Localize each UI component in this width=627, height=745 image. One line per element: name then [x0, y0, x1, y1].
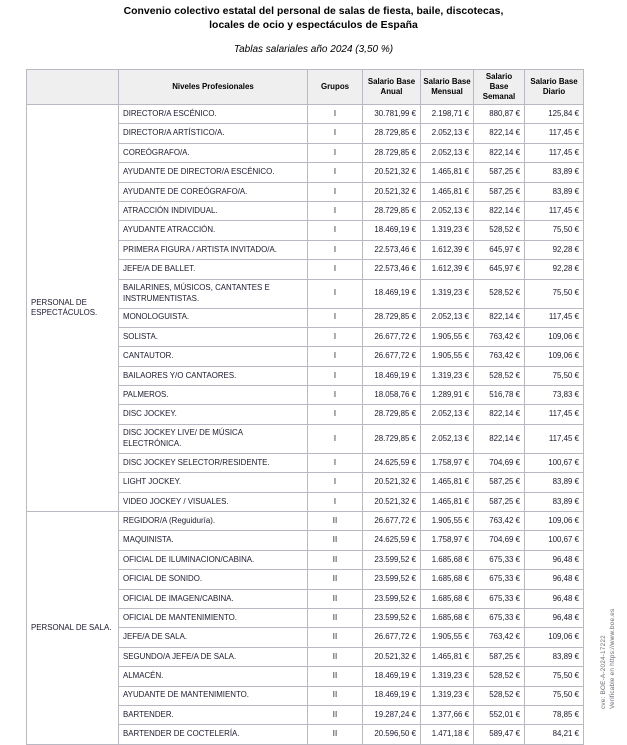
salary-table-container — [0, 55, 627, 745]
cell-salary-annual: 28.729,85 € — [363, 143, 421, 162]
cell-salary-monthly: 1.465,81 € — [421, 163, 474, 182]
page-subtitle: Tablas salariales año 2024 (3,50 %) — [233, 44, 394, 55]
cell-level: PRIMERA FIGURA / ARTISTA INVITADO/A. — [119, 240, 308, 259]
cell-salary-monthly: 2.052,13 € — [421, 308, 474, 327]
cell-salary-daily: 100,67 € — [525, 531, 584, 550]
page-title-line-2: locales de ocio y espectáculos de España — [209, 20, 418, 31]
cell-level: BAILARINES, MÚSICOS, CANTANTES E INSTRUMENTISTAS. — [119, 279, 308, 308]
section-label-line-2: ESPECTÁCULOS. — [31, 308, 98, 318]
cell-salary-weekly: 645,97 € — [474, 240, 525, 259]
cell-group: I — [308, 492, 363, 511]
cell-salary-weekly: 822,14 € — [474, 143, 525, 162]
cell-salary-daily: 117,45 € — [525, 201, 584, 220]
cell-salary-monthly: 2.052,13 € — [421, 143, 474, 162]
cell-salary-monthly: 1.905,55 € — [421, 628, 474, 647]
cell-level: AYUDANTE ATRACCIÓN. — [119, 221, 308, 240]
cell-salary-daily: 73,83 € — [525, 386, 584, 405]
column-header-monthly-line-2: Mensual — [431, 87, 463, 96]
salary-table — [26, 69, 584, 745]
cell-salary-annual: 20.521,32 € — [363, 492, 421, 511]
cell-salary-daily: 75,50 € — [525, 221, 584, 240]
cell-salary-daily: 117,45 € — [525, 424, 584, 453]
column-header-daily-line-1: Salario Base — [530, 77, 578, 86]
cell-group: I — [308, 386, 363, 405]
column-header-weekly — [474, 70, 525, 105]
cell-salary-monthly: 1.685,68 € — [421, 550, 474, 569]
cell-group: I — [308, 347, 363, 366]
cell-level: AYUDANTE DE COREÓGRAFO/A. — [119, 182, 308, 201]
cell-salary-annual: 28.729,85 € — [363, 424, 421, 453]
cell-group: II — [308, 608, 363, 627]
cell-salary-monthly: 1.465,81 € — [421, 473, 474, 492]
cell-salary-daily: 109,06 € — [525, 512, 584, 531]
cell-group: I — [308, 143, 363, 162]
cell-salary-annual: 24.625,59 € — [363, 531, 421, 550]
cell-group: I — [308, 182, 363, 201]
cell-group: II — [308, 570, 363, 589]
cell-salary-weekly: 528,52 € — [474, 221, 525, 240]
cell-salary-daily: 83,89 € — [525, 492, 584, 511]
cell-salary-annual: 23.599,52 € — [363, 589, 421, 608]
table-body — [27, 105, 584, 745]
cell-salary-monthly: 2.052,13 € — [421, 201, 474, 220]
cell-salary-weekly: 822,14 € — [474, 308, 525, 327]
cell-salary-daily: 75,50 € — [525, 279, 584, 308]
cell-level: DISC JOCKEY LIVE/ DE MÚSICA ELECTRÓNICA. — [119, 424, 308, 453]
cell-salary-monthly: 1.289,91 € — [421, 386, 474, 405]
cell-salary-daily: 83,89 € — [525, 182, 584, 201]
cell-group: I — [308, 201, 363, 220]
cell-salary-daily: 84,21 € — [525, 725, 584, 744]
column-header-levels: Niveles Profesionales — [119, 70, 308, 105]
cell-salary-daily: 109,06 € — [525, 347, 584, 366]
cell-salary-weekly: 763,42 € — [474, 628, 525, 647]
cell-level: ALMACÉN. — [119, 667, 308, 686]
cell-salary-weekly: 516,78 € — [474, 386, 525, 405]
cell-group: II — [308, 550, 363, 569]
cell-group: I — [308, 260, 363, 279]
cell-salary-monthly: 1.465,81 € — [421, 492, 474, 511]
cell-salary-monthly: 1.377,66 € — [421, 705, 474, 724]
cell-group: I — [308, 221, 363, 240]
cell-salary-daily: 96,48 € — [525, 550, 584, 569]
cell-salary-monthly: 1.685,68 € — [421, 589, 474, 608]
cell-level: DISC JOCKEY SELECTOR/RESIDENTE. — [119, 453, 308, 472]
cell-level: OFICIAL DE IMAGEN/CABINA. — [119, 589, 308, 608]
cell-salary-annual: 23.599,52 € — [363, 608, 421, 627]
column-header-monthly-line-1: Salario Base — [423, 77, 471, 86]
cell-salary-weekly: 675,33 € — [474, 608, 525, 627]
cell-salary-monthly: 1.758,97 € — [421, 531, 474, 550]
cell-salary-weekly: 587,25 € — [474, 182, 525, 201]
cell-salary-monthly: 1.612,39 € — [421, 240, 474, 259]
cell-group: II — [308, 589, 363, 608]
cell-salary-annual: 18.469,19 € — [363, 279, 421, 308]
cell-level: VIDEO JOCKEY / VISUALES. — [119, 492, 308, 511]
cell-group: II — [308, 512, 363, 531]
cell-salary-weekly: 645,97 € — [474, 260, 525, 279]
cell-salary-monthly: 2.052,13 € — [421, 124, 474, 143]
cell-salary-weekly: 528,52 € — [474, 686, 525, 705]
cell-group: II — [308, 686, 363, 705]
cell-level: BARTENDER DE COCTELERÍA. — [119, 725, 308, 744]
boe-watermark-cve: cve: BOE-A-2024-17222 — [600, 635, 607, 709]
column-header-annual-line-2: Anual — [380, 87, 403, 96]
cell-salary-annual: 22.573,46 € — [363, 240, 421, 259]
cell-level: AYUDANTE DE DIRECTOR/A ESCÉNICO. — [119, 163, 308, 182]
cell-salary-monthly: 1.319,23 € — [421, 279, 474, 308]
column-header-section — [27, 70, 119, 105]
cell-group: I — [308, 105, 363, 124]
cell-salary-weekly: 763,42 € — [474, 512, 525, 531]
cell-salary-annual: 26.677,72 € — [363, 347, 421, 366]
cell-salary-monthly: 1.905,55 € — [421, 347, 474, 366]
cell-salary-monthly: 1.685,68 € — [421, 570, 474, 589]
column-header-daily — [525, 70, 584, 105]
cell-salary-weekly: 587,25 € — [474, 647, 525, 666]
cell-salary-weekly: 528,52 € — [474, 667, 525, 686]
table-header — [27, 70, 584, 105]
cell-salary-daily: 92,28 € — [525, 260, 584, 279]
cell-salary-weekly: 822,14 € — [474, 424, 525, 453]
cell-group: I — [308, 240, 363, 259]
cell-salary-daily: 100,67 € — [525, 453, 584, 472]
cell-salary-daily: 96,48 € — [525, 589, 584, 608]
cell-salary-daily: 83,89 € — [525, 647, 584, 666]
cell-salary-daily: 75,50 € — [525, 667, 584, 686]
cell-salary-daily: 75,50 € — [525, 686, 584, 705]
cell-salary-daily: 96,48 € — [525, 570, 584, 589]
cell-salary-daily: 109,06 € — [525, 628, 584, 647]
section-label-1 — [27, 105, 119, 512]
cell-group: II — [308, 667, 363, 686]
cell-level: DIRECTOR/A ARTÍSTICO/A. — [119, 124, 308, 143]
cell-salary-daily: 117,45 € — [525, 143, 584, 162]
cell-salary-annual: 18.469,19 € — [363, 366, 421, 385]
section-label-line-1: PERSONAL DE — [31, 297, 87, 307]
cell-level: OFICIAL DE MANTENIMIENTO. — [119, 608, 308, 627]
column-header-weekly-line-2: Semanal — [482, 92, 516, 101]
cell-salary-annual: 19.287,24 € — [363, 705, 421, 724]
cell-salary-weekly: 589,47 € — [474, 725, 525, 744]
column-header-monthly — [421, 70, 474, 105]
cell-salary-weekly: 763,42 € — [474, 347, 525, 366]
cell-salary-annual: 28.729,85 € — [363, 201, 421, 220]
cell-salary-weekly: 704,69 € — [474, 531, 525, 550]
column-header-weekly-line-1: Salario Base — [485, 72, 513, 91]
cell-salary-monthly: 1.319,23 € — [421, 667, 474, 686]
cell-level: JEFE/A DE BALLET. — [119, 260, 308, 279]
cell-level: DIRECTOR/A ESCÉNICO. — [119, 105, 308, 124]
cell-group: I — [308, 424, 363, 453]
cell-level: ATRACCIÓN INDIVIDUAL. — [119, 201, 308, 220]
cell-salary-annual: 20.521,32 € — [363, 182, 421, 201]
cell-salary-weekly: 822,14 € — [474, 124, 525, 143]
cell-salary-monthly: 1.612,39 € — [421, 260, 474, 279]
cell-group: I — [308, 453, 363, 472]
cell-level: AYUDANTE DE MANTENIMIENTO. — [119, 686, 308, 705]
cell-salary-annual: 23.599,52 € — [363, 570, 421, 589]
cell-salary-annual: 20.596,50 € — [363, 725, 421, 744]
cell-salary-weekly: 528,52 € — [474, 279, 525, 308]
cell-level: MAQUINISTA. — [119, 531, 308, 550]
cell-salary-annual: 24.625,59 € — [363, 453, 421, 472]
column-header-annual-line-1: Salario Base — [367, 77, 416, 86]
cell-salary-monthly: 1.685,68 € — [421, 608, 474, 627]
cell-salary-annual: 22.573,46 € — [363, 260, 421, 279]
column-header-groups: Grupos — [308, 70, 363, 105]
cell-salary-daily: 117,45 € — [525, 308, 584, 327]
column-header-annual — [363, 70, 421, 105]
cell-level: DISC JOCKEY. — [119, 405, 308, 424]
cell-salary-annual: 20.521,32 € — [363, 163, 421, 182]
cell-group: I — [308, 124, 363, 143]
cell-salary-monthly: 1.471,18 € — [421, 725, 474, 744]
cell-salary-annual: 28.729,85 € — [363, 124, 421, 143]
cell-salary-daily: 125,84 € — [525, 105, 584, 124]
cell-salary-daily: 109,06 € — [525, 327, 584, 346]
cell-salary-monthly: 2.052,13 € — [421, 405, 474, 424]
cell-level: OFICIAL DE ILUMINACION/CABINA. — [119, 550, 308, 569]
cell-salary-monthly: 1.758,97 € — [421, 453, 474, 472]
cell-salary-annual: 20.521,32 € — [363, 473, 421, 492]
cell-salary-daily: 96,48 € — [525, 608, 584, 627]
cell-salary-annual: 23.599,52 € — [363, 550, 421, 569]
cell-salary-daily: 78,85 € — [525, 705, 584, 724]
cell-group: I — [308, 366, 363, 385]
cell-salary-weekly: 587,25 € — [474, 163, 525, 182]
cell-salary-daily: 117,45 € — [525, 405, 584, 424]
cell-group: II — [308, 628, 363, 647]
cell-salary-weekly: 880,87 € — [474, 105, 525, 124]
cell-group: I — [308, 327, 363, 346]
cell-salary-weekly: 552,01 € — [474, 705, 525, 724]
cell-salary-weekly: 675,33 € — [474, 570, 525, 589]
cell-level: PALMEROS. — [119, 386, 308, 405]
cell-group: II — [308, 647, 363, 666]
cell-salary-annual: 26.677,72 € — [363, 628, 421, 647]
cell-salary-daily: 83,89 € — [525, 473, 584, 492]
cell-salary-weekly: 704,69 € — [474, 453, 525, 472]
cell-salary-weekly: 528,52 € — [474, 366, 525, 385]
cell-level: LIGHT JOCKEY. — [119, 473, 308, 492]
cell-salary-annual: 28.729,85 € — [363, 405, 421, 424]
cell-salary-monthly: 1.319,23 € — [421, 366, 474, 385]
cell-salary-annual: 20.521,32 € — [363, 647, 421, 666]
table-row — [27, 512, 584, 531]
page-title-line-1: Convenio colectivo estatal del personal de salas de fiesta, baile, discotecas, — [123, 6, 504, 17]
cell-salary-weekly: 675,33 € — [474, 550, 525, 569]
cell-salary-annual: 18.469,19 € — [363, 686, 421, 705]
cell-group: I — [308, 473, 363, 492]
cell-salary-annual: 30.781,99 € — [363, 105, 421, 124]
cell-salary-monthly: 2.198,71 € — [421, 105, 474, 124]
table-header-row — [27, 70, 584, 105]
cell-level: BAILAORES Y/O CANTAORES. — [119, 366, 308, 385]
cell-salary-weekly: 763,42 € — [474, 327, 525, 346]
cell-group: I — [308, 279, 363, 308]
cell-group: II — [308, 531, 363, 550]
cell-salary-monthly: 1.465,81 € — [421, 647, 474, 666]
cell-salary-annual: 18.469,19 € — [363, 667, 421, 686]
cell-level: SEGUNDO/A JEFE/A DE SALA. — [119, 647, 308, 666]
cell-salary-monthly: 1.319,23 € — [421, 221, 474, 240]
cell-salary-daily: 75,50 € — [525, 366, 584, 385]
cell-salary-weekly: 587,25 € — [474, 473, 525, 492]
cell-salary-weekly: 822,14 € — [474, 201, 525, 220]
cell-salary-annual: 18.469,19 € — [363, 221, 421, 240]
cell-salary-annual: 26.677,72 € — [363, 327, 421, 346]
cell-level: COREÓGRAFO/A. — [119, 143, 308, 162]
cell-salary-weekly: 675,33 € — [474, 589, 525, 608]
cell-salary-weekly: 587,25 € — [474, 492, 525, 511]
cell-salary-monthly: 1.905,55 € — [421, 512, 474, 531]
cell-group: I — [308, 163, 363, 182]
cell-level: SOLISTA. — [119, 327, 308, 346]
cell-salary-annual: 28.729,85 € — [363, 308, 421, 327]
cell-group: II — [308, 725, 363, 744]
cell-salary-annual: 18.058,76 € — [363, 386, 421, 405]
boe-watermark-url: Verificable en https://www.boe.es — [609, 608, 616, 709]
cell-level: JEFE/A DE SALA. — [119, 628, 308, 647]
cell-level: CANTAUTOR. — [119, 347, 308, 366]
cell-salary-monthly: 1.905,55 € — [421, 327, 474, 346]
column-header-daily-line-2: Diario — [542, 87, 566, 96]
page-title — [0, 0, 627, 33]
cell-salary-weekly: 822,14 € — [474, 405, 525, 424]
cell-group: I — [308, 308, 363, 327]
cell-salary-daily: 83,89 € — [525, 163, 584, 182]
cell-level: REGIDOR/A (Reguiduría). — [119, 512, 308, 531]
cell-group: I — [308, 405, 363, 424]
cell-salary-daily: 117,45 € — [525, 124, 584, 143]
table-row — [27, 105, 584, 124]
section-label-2: PERSONAL DE SALA. — [27, 512, 119, 745]
cell-salary-monthly: 1.465,81 € — [421, 182, 474, 201]
cell-salary-monthly: 1.319,23 € — [421, 686, 474, 705]
cell-level: BARTENDER. — [119, 705, 308, 724]
cell-salary-monthly: 2.052,13 € — [421, 424, 474, 453]
cell-level: MONOLOGUISTA. — [119, 308, 308, 327]
cell-level: OFICIAL DE SONIDO. — [119, 570, 308, 589]
cell-salary-daily: 92,28 € — [525, 240, 584, 259]
cell-group: II — [308, 705, 363, 724]
cell-salary-annual: 26.677,72 € — [363, 512, 421, 531]
